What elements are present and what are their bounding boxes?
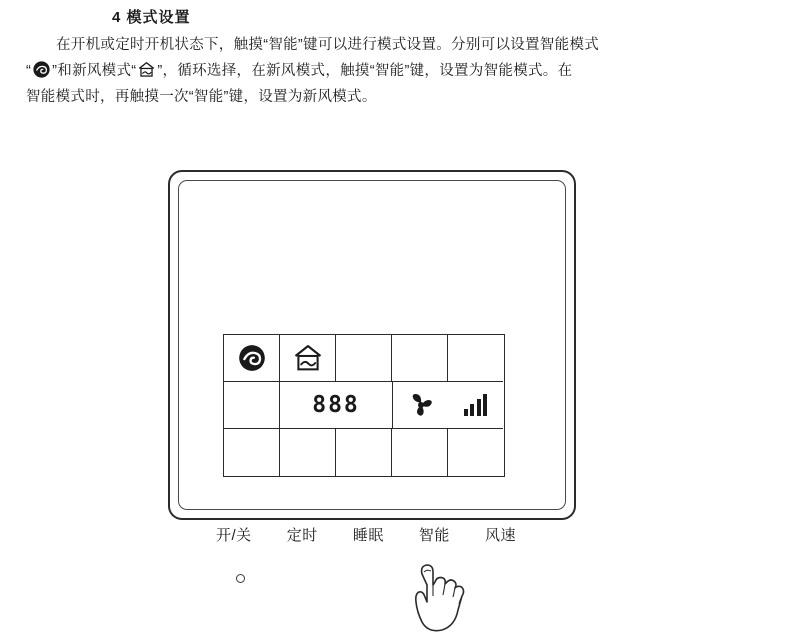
paragraph-part-4: ”，循环选择，在新风模式，触摸“智能”键，设置为智能模式。在 xyxy=(157,63,573,79)
lcd-display xyxy=(223,334,505,477)
power-led-indicator xyxy=(236,574,245,583)
fresh-air-mode-icon xyxy=(292,342,324,374)
lcd-row-top xyxy=(224,335,504,382)
lcd-digits: 888 xyxy=(312,392,360,418)
lcd-cell-fan-icon xyxy=(392,382,448,429)
button-row xyxy=(216,524,516,545)
lcd-row-middle xyxy=(224,382,504,429)
button-power[interactable]: 开/关 xyxy=(216,527,252,544)
lcd-cell-fresh-air-mode xyxy=(280,335,336,382)
button-fan-speed[interactable]: 风速 xyxy=(484,527,516,544)
fan-speed-bars xyxy=(464,394,488,416)
pointing-hand-illustration xyxy=(400,538,480,634)
lcd-cell-blank-5 xyxy=(224,429,280,476)
smart-mode-icon xyxy=(32,60,51,79)
paragraph-part-2: “ xyxy=(26,63,32,79)
lcd-cell-blank-1 xyxy=(336,335,392,382)
paragraph-part-1: 在开机或定时开机状态下，触摸“智能”键可以进行模式设置。分别可以设置智能模式 xyxy=(56,37,600,53)
smart-mode-icon xyxy=(237,343,267,373)
lcd-cell-blank-8 xyxy=(392,429,448,476)
lcd-cell-blank-3 xyxy=(448,335,503,382)
lcd-cell-smart-mode xyxy=(224,335,280,382)
body-paragraph xyxy=(26,32,766,110)
button-smart[interactable]: 智能 xyxy=(418,527,450,544)
lcd-cell-blank-6 xyxy=(280,429,336,476)
lcd-cell-blank-2 xyxy=(392,335,448,382)
lcd-cell-digits xyxy=(280,382,392,429)
lcd-cell-blank-4 xyxy=(224,382,280,429)
section-heading: 4 模式设置 xyxy=(112,9,191,26)
controller-panel xyxy=(168,170,576,544)
fresh-air-mode-icon xyxy=(137,60,156,79)
paragraph-part-3: ”和新风模式“ xyxy=(52,63,137,79)
lcd-cell-fan-bars xyxy=(448,382,503,429)
button-timer[interactable]: 定时 xyxy=(286,527,318,544)
controller-diagram xyxy=(0,118,790,546)
fan-icon xyxy=(406,390,436,420)
lcd-row-bottom xyxy=(224,429,504,476)
lcd-cell-blank-7 xyxy=(336,429,392,476)
paragraph-part-5: 智能模式时，再触摸一次“智能”键，设置为新风模式。 xyxy=(26,89,377,105)
lcd-cell-blank-9 xyxy=(448,429,503,476)
button-sleep[interactable]: 睡眠 xyxy=(352,527,384,544)
